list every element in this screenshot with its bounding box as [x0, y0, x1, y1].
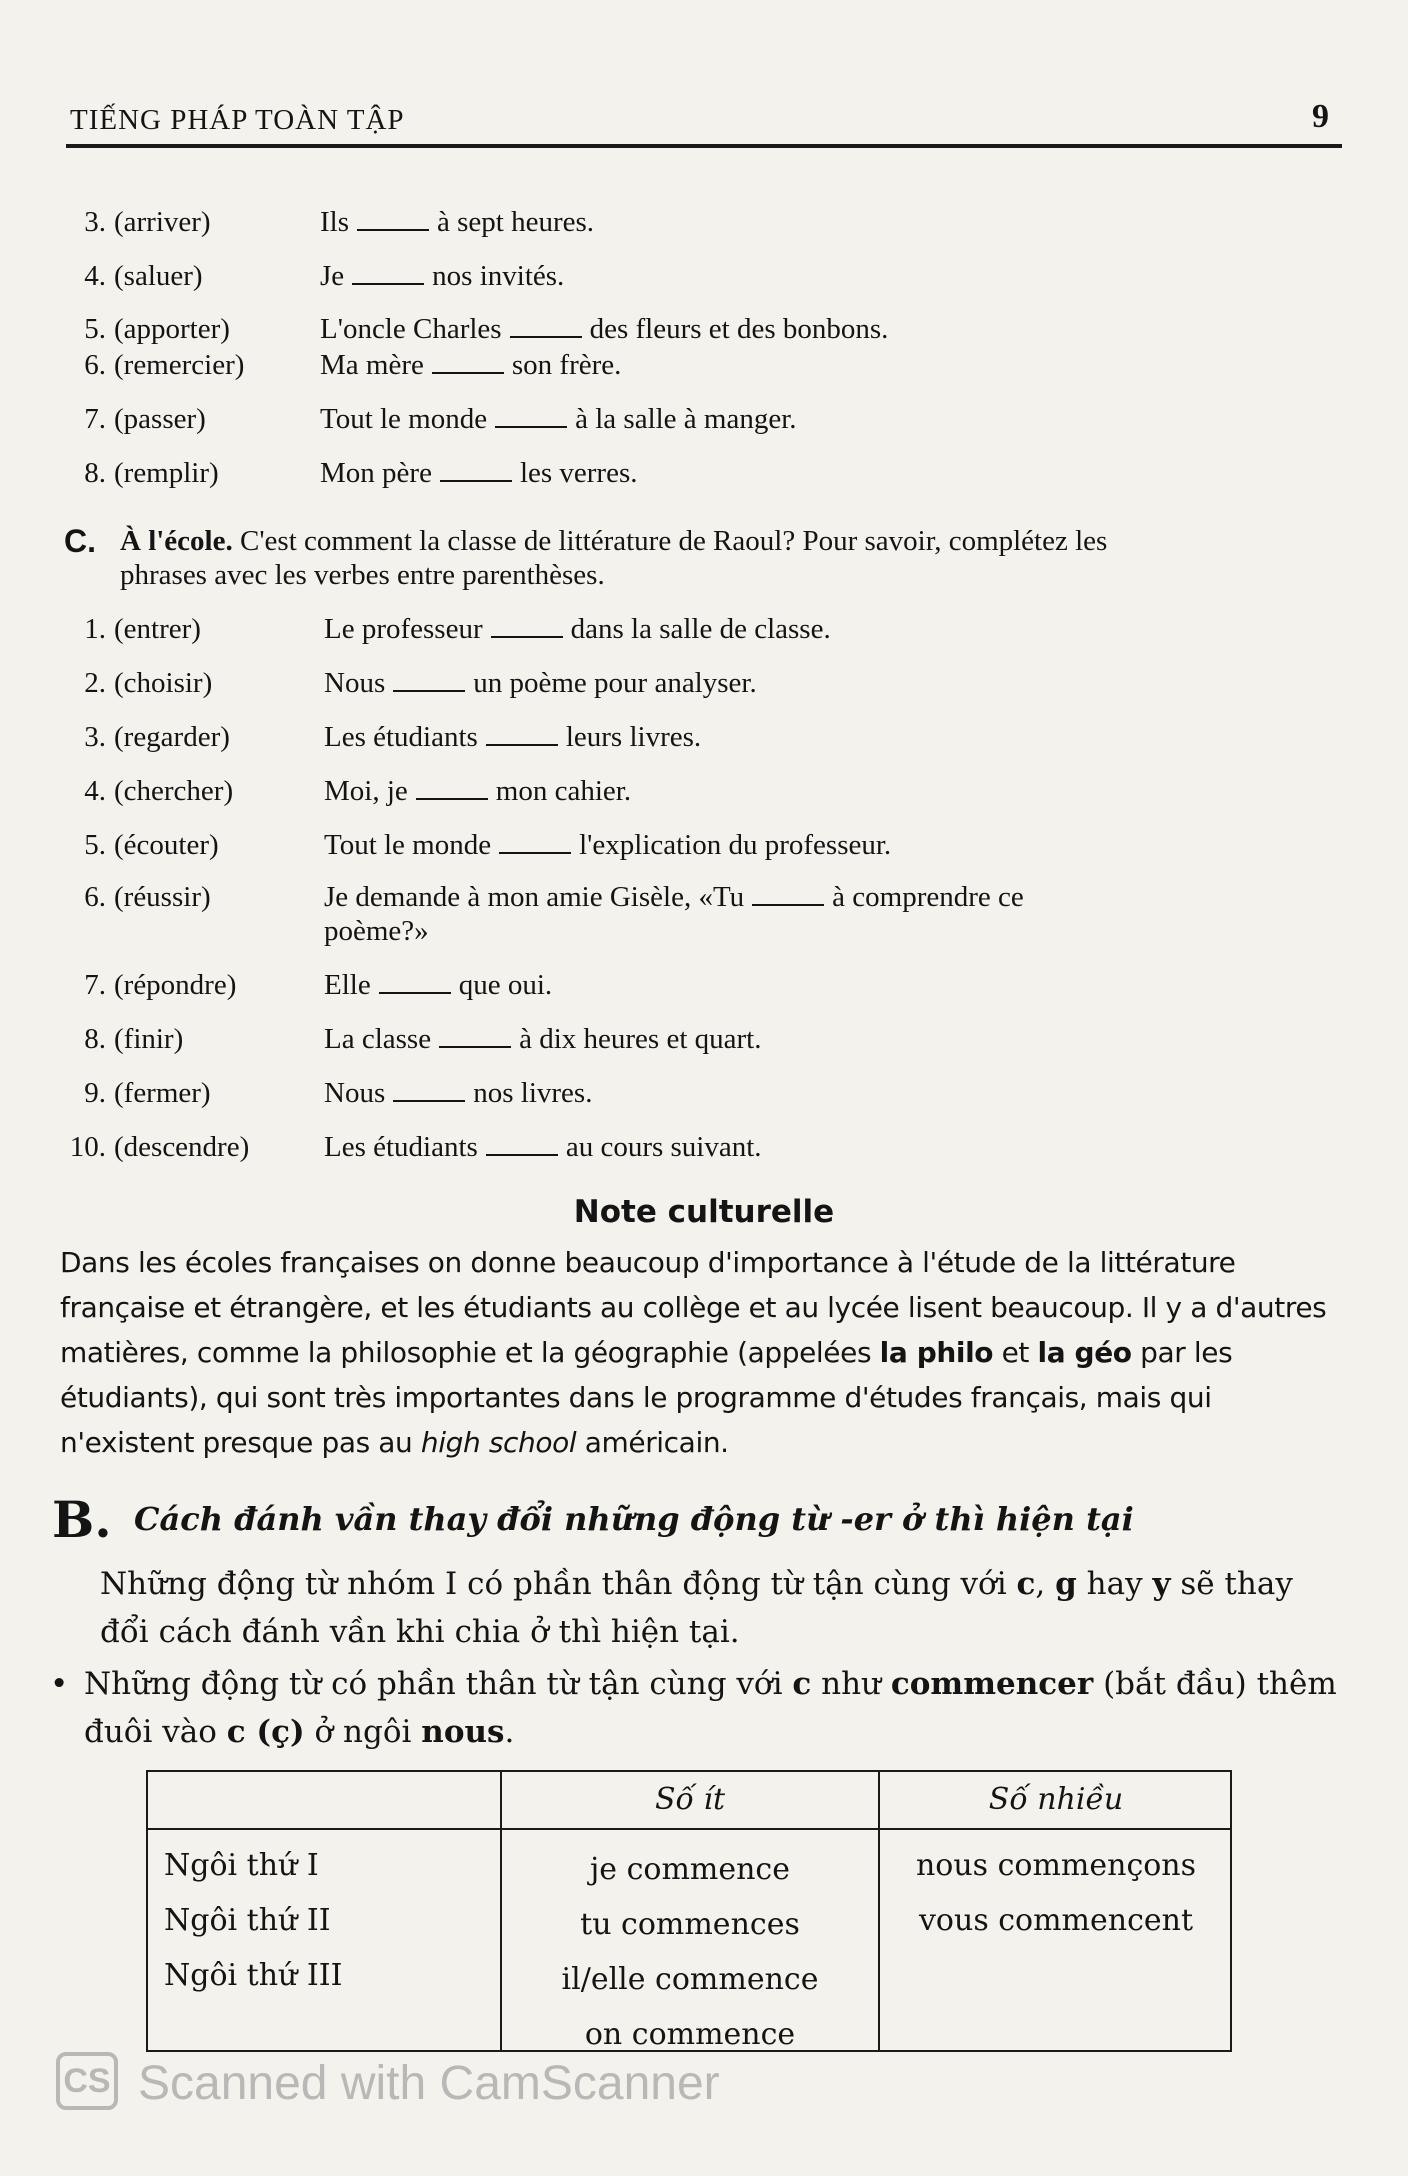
row-number: 10.: [69, 1131, 106, 1163]
row-verb: (choisir): [114, 667, 213, 699]
bullet-icon: •: [50, 1666, 69, 1702]
row-verb: (regarder): [114, 721, 230, 753]
row-verb: (saluer): [114, 260, 203, 292]
bold-verb: commencer: [890, 1666, 1094, 1702]
paragraph-text: như: [811, 1666, 891, 1702]
paragraph-text: hay: [1076, 1566, 1153, 1602]
row-number: 2.: [84, 667, 106, 699]
row-number: 9.: [84, 1077, 106, 1109]
row-verb: (remercier): [114, 349, 245, 381]
singular-form: tu commences: [580, 1907, 800, 1942]
row-verb: (répondre): [114, 969, 237, 1001]
row-sentence-start: Elle: [324, 969, 371, 1001]
row-sentence-start: Je: [320, 260, 345, 292]
row-sentence-end: à la salle à manger.: [575, 403, 797, 435]
person-column: [164, 1838, 342, 2003]
bold-letter: g: [1055, 1566, 1077, 1602]
section-c-instruction: C'est comment la classe de littérature de Raoul? Pour savoir, complétez les phrases avec les verbes entre parenthèses.: [120, 525, 1108, 591]
section-letter: C.: [64, 523, 96, 559]
note-body: [60, 1240, 1330, 1465]
column-header-singular: Số ít: [654, 1782, 726, 1817]
bold-letter: c (ç): [226, 1714, 305, 1750]
plural-column: [880, 1838, 1232, 1948]
singular-form: je commence: [590, 1852, 790, 1887]
row-verb: (chercher): [114, 775, 234, 807]
row-number: 4.: [84, 775, 106, 807]
section-b-letter: B.: [52, 1490, 112, 1549]
answer-blank[interactable]: [416, 778, 488, 800]
row-number: 7.: [84, 969, 106, 1001]
running-header-title: TIẾNG PHÁP TOÀN TẬP: [70, 104, 405, 136]
bold-letter: y: [1152, 1566, 1171, 1602]
row-verb: (finir): [114, 1023, 184, 1055]
row-verb: (remplir): [114, 457, 219, 489]
bold-pronoun: nous: [421, 1714, 505, 1750]
row-sentence-start: Nous: [324, 667, 386, 699]
row-sentence-end: des fleurs et des bonbons.: [589, 313, 889, 345]
row-verb: (écouter): [114, 829, 219, 861]
row-number: 8.: [84, 457, 106, 489]
answer-blank[interactable]: [491, 616, 563, 638]
row-sentence-start: Je demande à mon amie Gisèle, «Tu: [324, 881, 745, 913]
answer-blank[interactable]: [752, 884, 824, 906]
row-sentence-end: l'explication du professeur.: [579, 829, 892, 861]
paragraph-text: sẽ thay đổi cách đánh vần khi chia ở thì hiện tại.: [100, 1566, 1293, 1650]
plural-form: nous commençons: [915, 1848, 1197, 1883]
plural-form: vous commencent: [918, 1903, 1194, 1938]
note-title: Note culturelle: [573, 1194, 835, 1230]
row-sentence-start: Ils: [320, 206, 349, 238]
person-label: Ngôi thứ III: [164, 1958, 343, 1993]
note-italic-term: high school: [420, 1426, 577, 1459]
note-text: Dans les écoles françaises on donne beaucoup d'importance à l'étude de la littérature française et étrangère, et les étudiants au collège et au lycée lisent beaucoup. Il y a d'autres matières, comme la philosophie et la géographie (appelées: [60, 1246, 1327, 1369]
person-label: Ngôi thứ II: [164, 1903, 331, 1938]
paragraph-text: (bắt đầu) thêm đuôi vào: [84, 1666, 1337, 1750]
paragraph-text: ,: [1035, 1566, 1056, 1602]
row-sentence-end: son frère.: [511, 349, 622, 381]
paragraph-text: Những động từ nhóm I có phần thân động từ tận cùng với: [100, 1566, 1017, 1602]
answer-blank[interactable]: [495, 406, 567, 428]
row-sentence-end: un poème pour analyser.: [473, 667, 757, 699]
row-number: 1.: [84, 613, 106, 645]
paragraph-text: ở ngôi: [304, 1714, 422, 1750]
answer-blank[interactable]: [440, 460, 512, 482]
page-number: 9: [1312, 98, 1329, 135]
row-verb: (arriver): [114, 206, 211, 238]
row-verb: (fermer): [114, 1077, 211, 1109]
row-number: 7.: [84, 403, 106, 435]
row-sentence-start: L'oncle Charles: [320, 313, 502, 345]
note-text: et: [993, 1336, 1038, 1369]
singular-form: on commence: [584, 2017, 796, 2052]
row-sentence-end: nos livres.: [473, 1077, 593, 1109]
row-number: 4.: [84, 260, 106, 292]
row-sentence-end: dans la salle de classe.: [570, 613, 831, 645]
section-c-title: À l'école.: [120, 525, 233, 557]
paragraph-text: .: [504, 1714, 515, 1750]
answer-blank[interactable]: [379, 972, 451, 994]
paragraph-text: Những động từ có phần thân từ tận cùng với: [84, 1666, 793, 1702]
bullet-paragraph: [50, 1660, 1340, 1756]
section-b-title: Cách đánh vần thay đổi những động từ -er ở thì hiện tại: [134, 1500, 1134, 1538]
row-sentence-start: Tout le monde: [320, 403, 488, 435]
row-number: 5.: [84, 313, 106, 345]
row-number: 8.: [84, 1023, 106, 1055]
row-verb: (entrer): [114, 613, 201, 645]
row-verb: (descendre): [114, 1131, 250, 1163]
answer-blank[interactable]: [393, 1080, 465, 1102]
row-sentence-start: Moi, je: [324, 775, 408, 807]
singular-column: [502, 1842, 878, 2062]
row-sentence-end: leurs livres.: [565, 721, 702, 753]
row-sentence-start: Mon père: [320, 457, 432, 489]
row-sentence-start: Tout le monde: [324, 829, 492, 861]
answer-blank[interactable]: [510, 316, 582, 338]
section-b-paragraph: [100, 1560, 1340, 1656]
row-verb: (passer): [114, 403, 206, 435]
row-sentence-start: Les étudiants: [324, 1131, 478, 1163]
row-number: 3.: [84, 721, 106, 753]
answer-blank[interactable]: [432, 352, 504, 374]
row-number: 6.: [84, 349, 106, 381]
singular-form: il/elle commence: [561, 1962, 819, 1997]
conjugation-table: [146, 1770, 1232, 2052]
person-label: Ngôi thứ I: [164, 1848, 319, 1883]
row-sentence-start: La classe: [324, 1023, 432, 1055]
answer-blank[interactable]: [439, 1026, 511, 1048]
note-text: américain.: [576, 1426, 729, 1459]
row-verb: (apporter): [114, 313, 230, 345]
row-sentence-end: au cours suivant.: [565, 1131, 762, 1163]
note-bold-term: la géo: [1037, 1336, 1132, 1369]
scanner-watermark: [56, 2052, 756, 2132]
row-sentence-start: Nous: [324, 1077, 386, 1109]
bold-letter: c: [1016, 1566, 1036, 1602]
row-sentence-end: à comprendre ce: [832, 881, 1024, 913]
row-sentence-end: nos invités.: [432, 260, 565, 292]
answer-blank[interactable]: [486, 724, 558, 746]
table-divider: [148, 1828, 1230, 1830]
camscanner-logo-icon: CS: [56, 2052, 118, 2110]
row-sentence-end: les verres.: [519, 457, 638, 489]
row-sentence-continuation: poème?»: [324, 915, 429, 947]
watermark-text: Scanned with CamScanner: [138, 2057, 720, 2110]
note-text: par les étudiants), qui sont très importantes dans le programme d'études français, mais qui n'existent presque pas au: [60, 1336, 1233, 1459]
row-number: 3.: [84, 206, 106, 238]
row-number: 5.: [84, 829, 106, 861]
row-number: 6.: [84, 881, 106, 913]
row-sentence-start: Ma mère: [320, 349, 424, 381]
answer-blank[interactable]: [486, 1134, 558, 1156]
row-sentence-end: mon cahier.: [495, 775, 632, 807]
answer-blank[interactable]: [352, 263, 424, 285]
answer-blank[interactable]: [393, 670, 465, 692]
row-sentence-end: que oui.: [458, 969, 553, 1001]
bold-letter: c: [792, 1666, 812, 1702]
answer-blank[interactable]: [357, 209, 429, 231]
row-sentence-end: à sept heures.: [437, 206, 595, 238]
note-bold-term: la philo: [879, 1336, 994, 1369]
column-header-plural: Số nhiều: [988, 1782, 1124, 1817]
answer-blank[interactable]: [499, 832, 571, 854]
row-sentence-end: à dix heures et quart.: [519, 1023, 762, 1055]
header-rule: [66, 144, 1342, 148]
row-verb: (réussir): [114, 881, 211, 913]
row-sentence-start: Le professeur: [324, 613, 483, 645]
row-sentence-start: Les étudiants: [324, 721, 478, 753]
